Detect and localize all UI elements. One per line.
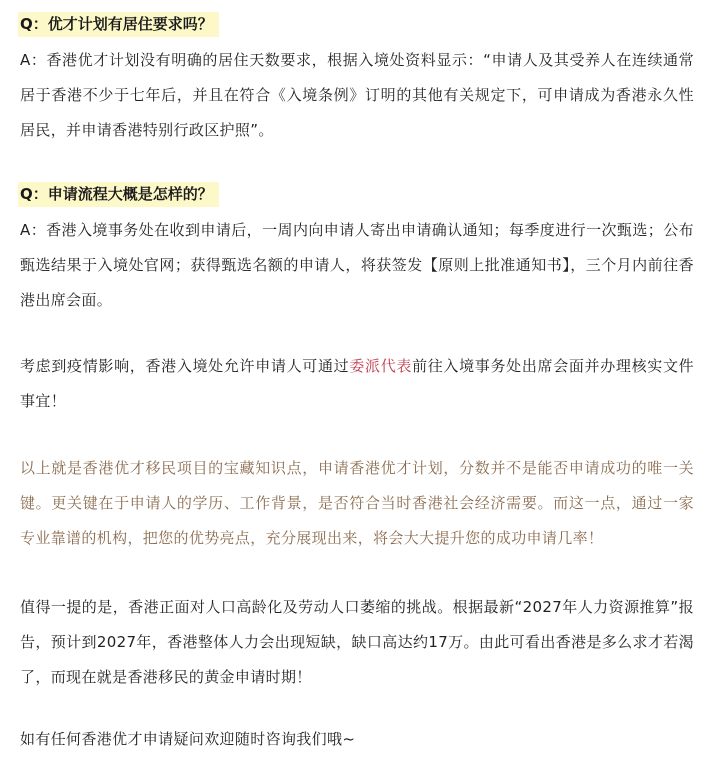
summary-paragraph: 以上就是香港优才移民项目的宝藏知识点，申请香港优才计划，分数并不是能否申请成功的唯一关键。更关键在于申请人的学历、工作背景，是否符合当时香港社会经济需要。而这一点，通过一家专业靠谱的机构，把您的优势亮点，充分展现出来，将会大大提升您的成功申请几率！ — [20, 459, 694, 547]
delegate-representative-link[interactable]: 委派代表 — [349, 357, 413, 375]
labor-shortage-paragraph: 值得一提的是，香港正面对人口高龄化及劳动人口萎缩的挑战。根据最新“2027年人力资源推算”报告，预计到2027年，香港整体人力会出现短缺，缺口高达约17万。由此可看出香港是多么求才若渴了，而现在就是香港移民的黄金申请时期！ — [20, 598, 694, 686]
covid-note-after: 前往入境事务处出席会面并办理核实文件事宜！ — [20, 357, 694, 410]
covid-note-before: 考虑到疫情影响，香港入境处允许申请人可通过 — [20, 357, 350, 375]
closing-line: 如有任何香港优才申请疑问欢迎随时咨询我们哦~ — [20, 730, 356, 748]
covid-note — [20, 349, 694, 419]
question-heading-process: Q：申请流程大概是怎样的？ — [18, 182, 219, 207]
question-heading-residency: Q：优才计划有居住要求吗？ — [18, 12, 219, 37]
answer-residency: A：香港优才计划没有明确的居住天数要求，根据入境处资料显示：“申请人及其受养人在连续通常居于香港不少于七年后，并且在符合《入境条例》订明的其他有关规定下，可申请成为香港永久性居民，并申请香港特别行政区护照”。 — [20, 51, 694, 139]
answer-process: A：香港入境事务处在收到申请后，一周内向申请人寄出申请确认通知；每季度进行一次甄选；公布甄选结果于入境处官网；获得甄选名额的申请人，将获签发【原则上批准通知书】，三个月内前往香港出席会面。 — [20, 221, 694, 309]
